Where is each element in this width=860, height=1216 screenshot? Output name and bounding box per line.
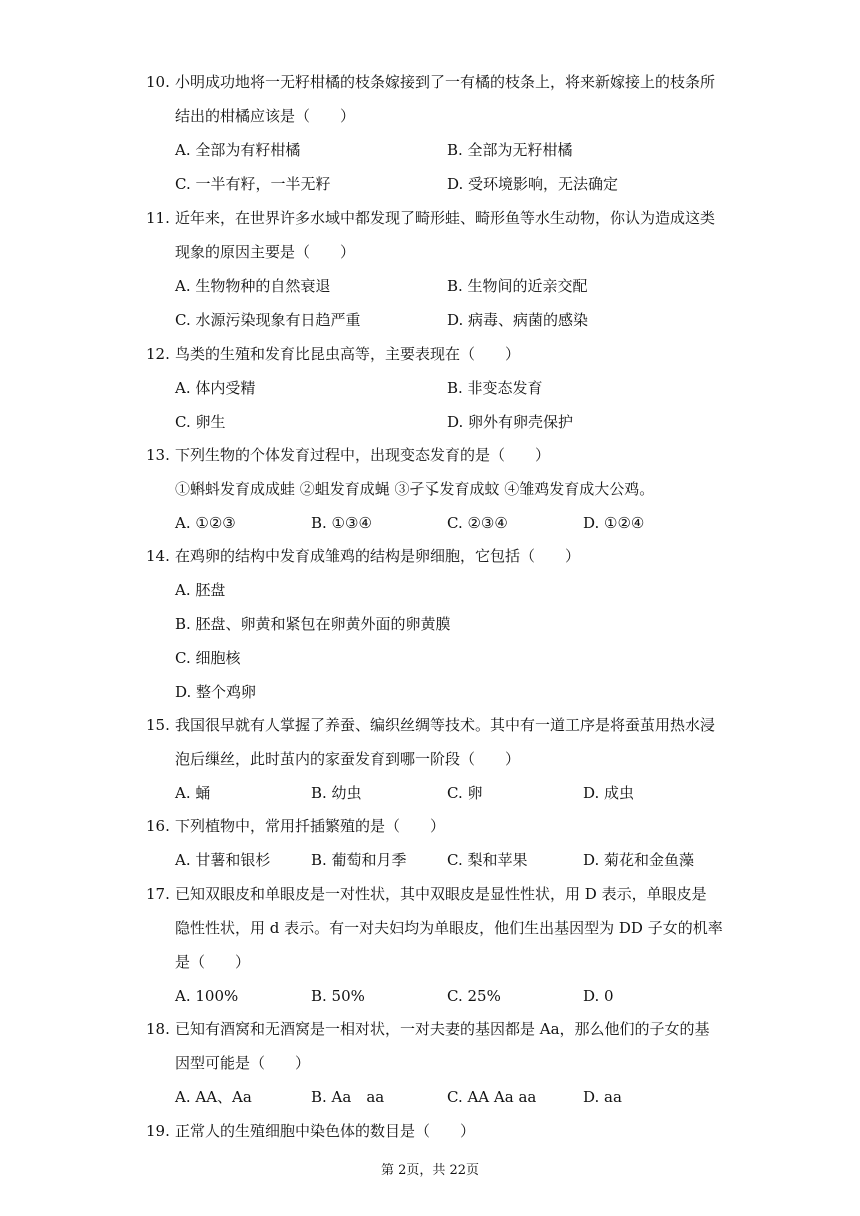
option-c: C. 细胞核 [175,649,241,667]
question-text: ①蝌蚪发育成成蛙 ②蛆发育成蝇 ③孑孓发育成蚊 ④雏鸡发育成大公鸡。 [175,480,655,498]
option-d: D. aa [583,1088,622,1106]
option-b: B. 非变态发育 [447,379,543,397]
question-number: 11. [146,209,170,227]
page-footer: 第 2页，共 22页 [380,1163,480,1178]
option-a: A. 生物物种的自然衰退 [175,277,331,295]
question-text: 下列生物的个体发育过程中，出现变态发育的是（ ） [175,446,551,464]
option-b: B. 葡萄和月季 [311,851,407,869]
option-c: C. 卵 [447,784,483,802]
question-text: 鸟类的生殖和发育比昆虫高等，主要表现在（ ） [175,345,521,363]
option-d: D. ①②④ [583,514,645,532]
question-number: 17. [146,885,170,903]
option-c: C. 一半有籽，一半无籽 [175,175,331,193]
question-text: 现象的原因主要是（ ） [175,243,356,261]
question-number: 12. [146,345,170,363]
option-d: D. 成虫 [583,784,635,802]
question-number: 14. [146,547,170,565]
question-text: 是（ ） [175,953,251,971]
question-text: 小明成功地将一无籽柑橘的枝条嫁接到了一有橘的枝条上，将来新嫁接上的枝条所 [175,73,716,91]
option-d: D. 卵外有卵壳保护 [447,413,574,431]
question-number: 18. [146,1020,170,1038]
question-number: 15. [146,716,170,734]
option-c: C. AA Aa aa [447,1088,537,1106]
option-d: D. 受环境影响，无法确定 [447,175,619,193]
option-c: C. 卵生 [175,413,226,431]
question-number: 13. [146,446,170,464]
option-d: D. 菊花和金鱼藻 [583,851,695,869]
option-d: D. 病毒、病菌的感染 [447,311,589,329]
question-text: 我国很早就有人掌握了养蚕、编织丝绸等技术。其中有一道工序是将蚕茧用热水浸 [175,716,716,734]
question-text: 隐性性状，用 d 表示。有一对夫妇均为单眼皮，他们生出基因型为 DD 子女的机率 [175,919,723,937]
question-text: 结出的柑橘应该是（ ） [175,107,356,125]
option-c: C. ②③④ [447,514,508,532]
option-a: A. 甘薯和银杉 [175,851,271,869]
option-b: B. 全部为无籽柑橘 [447,141,573,159]
option-b: B. ①③④ [311,514,372,532]
option-b: B. 幼虫 [311,784,362,802]
option-c: C. 水源污染现象有日趋严重 [175,311,361,329]
question-text: 已知双眼皮和单眼皮是一对性状，其中双眼皮是显性性状，用 D 表示，单眼皮是 [175,885,707,903]
option-a: A. 100% [175,987,239,1005]
option-d: D. 0 [583,987,614,1005]
option-a: A. AA、Aa [175,1088,252,1106]
question-text: 泡后缫丝，此时茧内的家蚕发育到哪一阶段（ ） [175,750,521,768]
question-number: 19. [146,1122,170,1140]
question-text: 已知有酒窝和无酒窝是一相对状，一对夫妻的基因都是 Aa，那么他们的子女的基 [175,1020,710,1038]
option-b: B. Aa aa [311,1088,385,1106]
option-c: C. 25% [447,987,501,1005]
option-a: A. 全部为有籽柑橘 [175,141,301,159]
option-b: B. 生物间的近亲交配 [447,277,588,295]
option-c: C. 梨和苹果 [447,851,528,869]
option-d: D. 整个鸡卵 [175,683,257,701]
option-a: A. 体内受精 [175,379,256,397]
option-b: B. 胚盘、卵黄和紧包在卵黄外面的卵黄膜 [175,615,451,633]
question-text: 正常人的生殖细胞中染色体的数目是（ ） [175,1122,476,1140]
option-a: A. 胚盘 [175,581,226,599]
question-text: 下列植物中，常用扦插繁殖的是（ ） [175,817,446,835]
question-text: 在鸡卵的结构中发育成雏鸡的结构是卵细胞，它包括（ ） [175,547,581,565]
question-text: 近年来，在世界许多水域中都发现了畸形蛙、畸形鱼等水生动物，你认为造成这类 [175,209,716,227]
question-text: 因型可能是（ ） [175,1054,311,1072]
option-b: B. 50% [311,987,365,1005]
option-a: A. 蛹 [175,784,211,802]
question-number: 10. [146,73,170,91]
question-number: 16. [146,817,170,835]
option-a: A. ①②③ [175,514,236,532]
